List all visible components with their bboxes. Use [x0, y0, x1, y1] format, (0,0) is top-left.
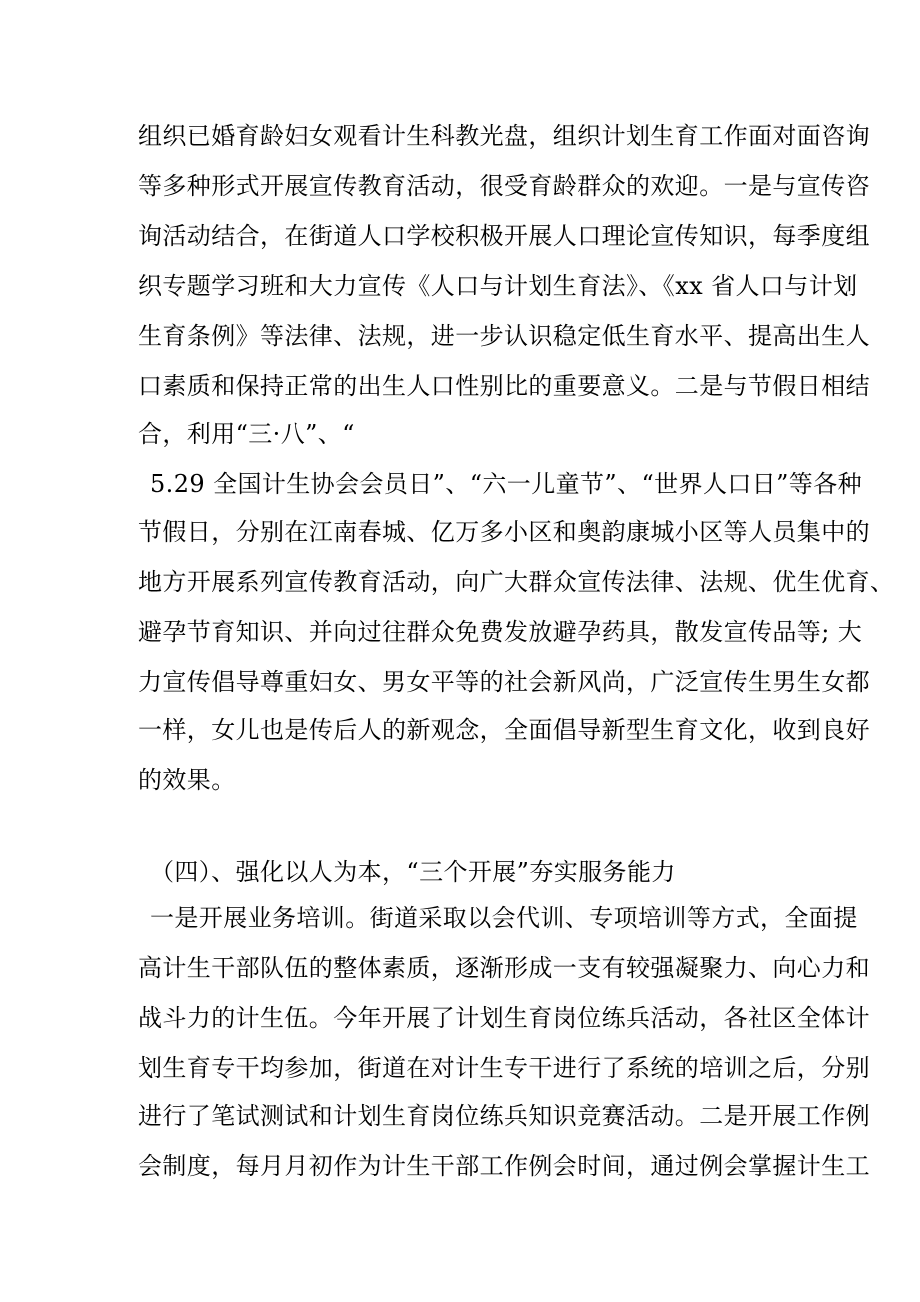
section-heading: （四）、强化以人为本，“三个开展”夯实服务能力: [150, 858, 676, 886]
paragraph2-line-5: 力宣传倡导尊重妇女、男女平等的社会新风尚，广泛宣传生男生女都: [138, 668, 870, 696]
paragraph2-line-1: 5.29 全国计生协会会员日”、“六一儿童节”、“世界人口日”等各种: [150, 470, 863, 498]
paragraph3-line-5: 进行了笔试测试和计划生育岗位练兵知识竞赛活动。二是开展工作例: [138, 1102, 870, 1130]
paragraph2-line-4: 避孕节育知识、并向过往群众免费发放避孕药具，散发宣传品等; 大: [138, 618, 863, 646]
paragraph2-line-2: 节假日，分别在江南春城、亿万多小区和奥韵康城小区等人员集中的: [138, 518, 870, 546]
paragraph1-line-4: 织专题学习班和大力宣传《人口与计划生育法》、《xx 省人口与计划: [138, 272, 858, 300]
paragraph3-line-6: 会制度，每月月初作为计生干部工作例会时间，通过例会掌握计生工: [138, 1152, 870, 1180]
paragraph2-line-3: 地方开展系列宣传教育活动，向广大群众宣传法律、法规、优生优育、: [138, 568, 895, 596]
paragraph1-line-3: 询活动结合，在街道人口学校积极开展人口理论宣传知识，每季度组: [138, 222, 870, 250]
paragraph3-line-4: 划生育专干均参加，街道在对计生专干进行了系统的培训之后，分别: [138, 1054, 870, 1082]
paragraph1-line-7: 合，利用“三·八”、“: [138, 420, 355, 448]
paragraph1-line-2: 等多种形式开展宣传教育活动，很受育龄群众的欢迎。一是与宣传咨: [138, 172, 870, 200]
paragraph1-line-1: 组织已婚育龄妇女观看计生科教光盘，组织计划生育工作面对面咨询: [138, 122, 870, 150]
paragraph3-line-1: 一是开展业务培训。街道采取以会代训、专项培训等方式，全面提: [150, 904, 858, 932]
paragraph2-line-6: 一样，女儿也是传后人的新观念，全面倡导新型生育文化，收到良好: [138, 716, 870, 744]
paragraph3-line-3: 战斗力的计生伍。今年开展了计划生育岗位练兵活动，各社区全体计: [138, 1004, 870, 1032]
paragraph1-line-5: 生育条例》等法律、法规，进一步认识稳定低生育水平、提高出生人: [138, 322, 870, 350]
paragraph2-line-7: 的效果。: [138, 766, 236, 794]
paragraph1-line-6: 口素质和保持正常的出生人口性别比的重要意义。二是与节假日相结: [138, 372, 870, 400]
paragraph3-line-2: 高计生干部队伍的整体素质，逐渐形成一支有较强凝聚力、向心力和: [138, 954, 870, 982]
